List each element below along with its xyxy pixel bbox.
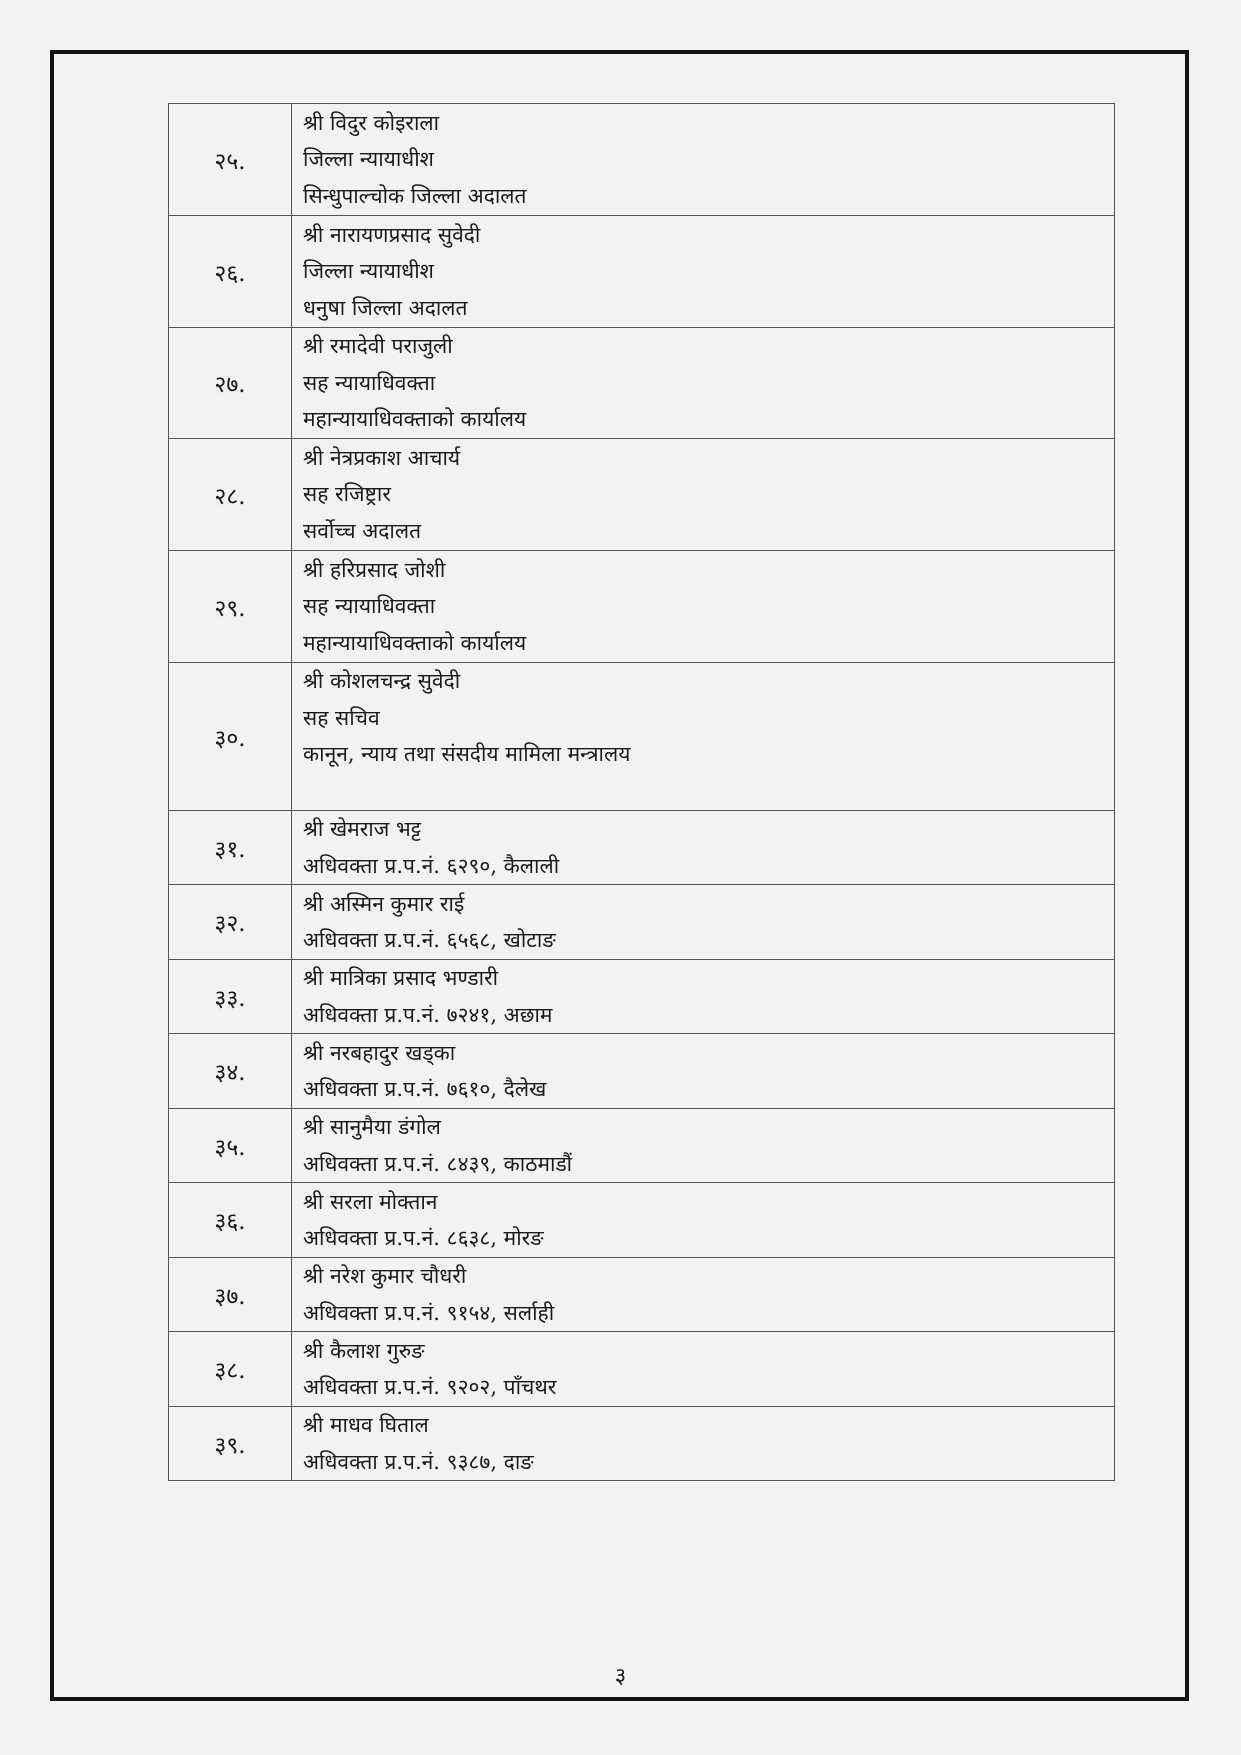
row-details bbox=[292, 104, 1115, 216]
person-license: अधिवक्ता प्र.प.नं. ८६३८, मोरङ bbox=[303, 1226, 544, 1250]
person-office: सर्वोच्च अदालत bbox=[303, 518, 422, 543]
person-name: श्री रमादेवी पराजुली bbox=[303, 334, 453, 359]
table-row bbox=[169, 104, 1115, 216]
table-row bbox=[169, 663, 1115, 811]
person-license: अधिवक्ता प्र.प.नं. ६२९०, कैलाली bbox=[303, 853, 560, 878]
person-name: श्री नरेश कुमार चौधरी bbox=[303, 1264, 467, 1288]
person-name: श्री नरबहादुर खड्का bbox=[303, 1040, 456, 1065]
person-name: श्री कैलाश गुरुङ bbox=[303, 1338, 425, 1363]
person-name: श्री मात्रिका प्रसाद भण्डारी bbox=[303, 966, 499, 990]
person-office: महान्यायाधिवक्ताको कार्यालय bbox=[303, 407, 527, 432]
person-office: महान्यायाधिवक्ताको कार्यालय bbox=[303, 630, 527, 655]
row-details bbox=[292, 216, 1115, 328]
person-name: श्री हरिप्रसाद जोशी bbox=[303, 557, 446, 582]
table-row bbox=[169, 1034, 1115, 1109]
row-details bbox=[292, 1258, 1115, 1332]
person-office: धनुषा जिल्ला अदालत bbox=[303, 295, 468, 320]
table-row bbox=[169, 1109, 1115, 1183]
table-row bbox=[169, 811, 1115, 885]
person-name: श्री विदुर कोइराला bbox=[303, 110, 440, 135]
table-row bbox=[169, 1183, 1115, 1258]
person-office: कानून, न्याय तथा संसदीय मामिला मन्त्रालय bbox=[303, 742, 631, 766]
person-license: अधिवक्ता प्र.प.नं. ८४३९, काठमाडौं bbox=[303, 1151, 573, 1176]
person-name: श्री सानुमैया डंगोल bbox=[303, 1115, 441, 1139]
row-details bbox=[292, 1109, 1115, 1183]
row-number: ३७. bbox=[169, 1258, 292, 1332]
person-position: सह न्यायाधिवक्ता bbox=[303, 594, 436, 619]
row-details bbox=[292, 439, 1115, 551]
page-number: ३ bbox=[614, 1664, 627, 1689]
row-number: ३५. bbox=[169, 1109, 292, 1183]
person-office: सिन्धुपाल्चोक जिल्ला अदालत bbox=[303, 183, 527, 208]
row-number: ३३. bbox=[169, 960, 292, 1034]
row-number: ३०. bbox=[169, 663, 292, 811]
row-details bbox=[292, 551, 1115, 663]
row-details bbox=[292, 1407, 1115, 1481]
table-row bbox=[169, 328, 1115, 439]
table-row bbox=[169, 551, 1115, 663]
person-position: जिल्ला न्यायाधीश bbox=[303, 147, 434, 172]
row-number: ३८. bbox=[169, 1332, 292, 1407]
row-number: ३९. bbox=[169, 1407, 292, 1481]
person-name: श्री नेत्रप्रकाश आचार्य bbox=[303, 445, 461, 470]
person-name: श्री कोशलचन्द्र सुवेदी bbox=[303, 669, 461, 693]
row-details bbox=[292, 811, 1115, 885]
person-name: श्री अस्मिन कुमार राई bbox=[303, 891, 465, 916]
row-number: २९. bbox=[169, 551, 292, 663]
person-license: अधिवक्ता प्र.प.नं. ७६१०, दैलेख bbox=[303, 1077, 547, 1101]
person-name: श्री माधव घिताल bbox=[303, 1413, 429, 1437]
row-details bbox=[292, 663, 1115, 811]
row-number: २७. bbox=[169, 328, 292, 439]
row-number: ३४. bbox=[169, 1034, 292, 1109]
row-number: ३६. bbox=[169, 1183, 292, 1258]
table-row bbox=[169, 1407, 1115, 1481]
table-row bbox=[169, 1332, 1115, 1407]
person-position: सह न्यायाधिवक्ता bbox=[303, 370, 436, 395]
row-number: ३१. bbox=[169, 811, 292, 885]
nominee-table bbox=[168, 103, 1115, 1481]
person-position: जिल्ला न्यायाधीश bbox=[303, 259, 434, 284]
row-details bbox=[292, 1183, 1115, 1258]
person-name: श्री खेमराज भट्ट bbox=[303, 817, 422, 841]
person-license: अधिवक्ता प्र.प.नं. ९३८७, दाङ bbox=[303, 1449, 534, 1474]
person-position: सह सचिव bbox=[303, 705, 380, 730]
row-details bbox=[292, 960, 1115, 1034]
person-name: श्री नारायणप्रसाद सुवेदी bbox=[303, 222, 481, 247]
table-row bbox=[169, 1258, 1115, 1332]
row-details bbox=[292, 1034, 1115, 1109]
table-row bbox=[169, 885, 1115, 960]
row-number: २८. bbox=[169, 439, 292, 551]
person-license: अधिवक्ता प्र.प.नं. ७२४१, अछाम bbox=[303, 1002, 553, 1027]
row-number: ३२. bbox=[169, 885, 292, 960]
table-row bbox=[169, 439, 1115, 551]
person-license: अधिवक्ता प्र.प.नं. ९२०२, पाँचथर bbox=[303, 1375, 557, 1399]
table-row bbox=[169, 960, 1115, 1034]
row-details bbox=[292, 328, 1115, 439]
row-number: २६. bbox=[169, 216, 292, 328]
person-position: सह रजिष्ट्रार bbox=[303, 482, 391, 507]
table-row bbox=[169, 216, 1115, 328]
person-license: अधिवक्ता प्र.प.नं. ९१५४, सर्लाही bbox=[303, 1300, 555, 1325]
person-name: श्री सरला मोक्तान bbox=[303, 1189, 438, 1214]
row-details bbox=[292, 1332, 1115, 1407]
row-number: २५. bbox=[169, 104, 292, 216]
row-details bbox=[292, 885, 1115, 960]
person-license: अधिवक्ता प्र.प.नं. ६५६८, खोटाङ bbox=[303, 928, 556, 952]
